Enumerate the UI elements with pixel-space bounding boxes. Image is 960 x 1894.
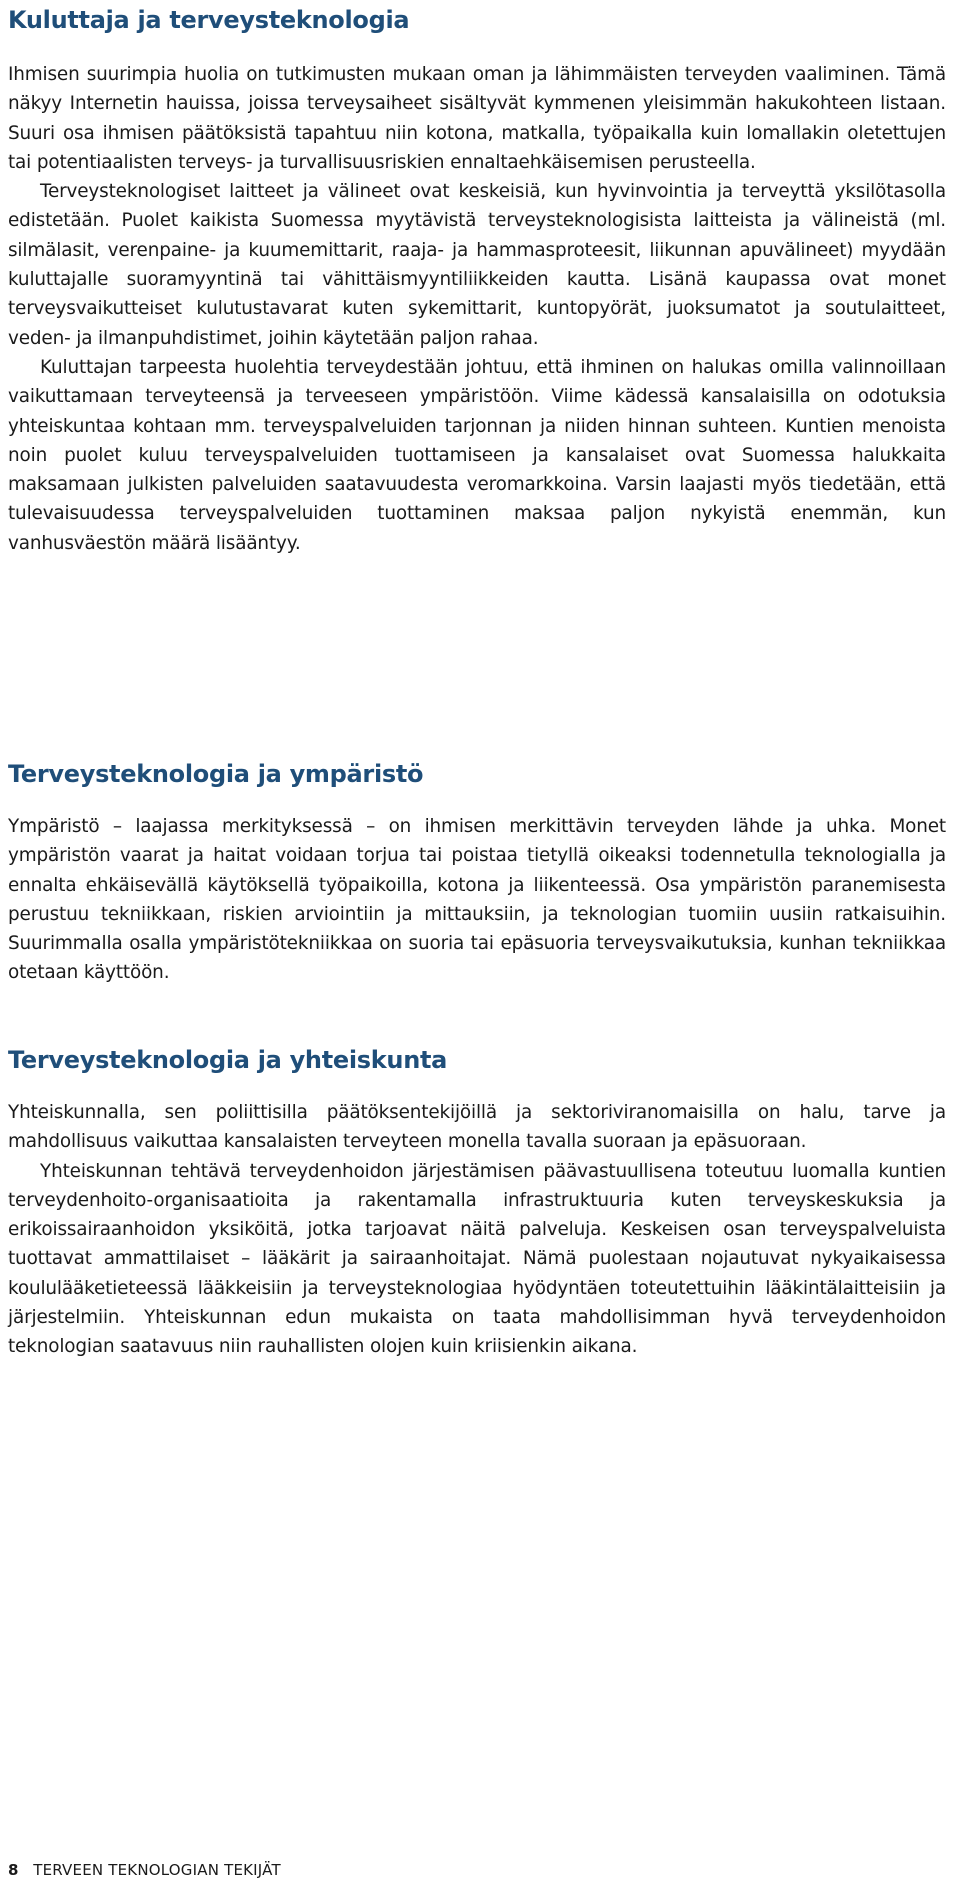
section-heading-ymparisto: Terveysteknologia ja ympäristö: [8, 760, 424, 788]
paragraph: Yhteiskunnan tehtävä terveydenhoidon järjestämisen päävastuullisena toteutuu luomalla kuntien terveydenhoito-organisaatioita ja rakentamalla infrastruktuuria kuten terveyskeskuksia ja erikoissairaanhoidon yksiköitä, jotka tarjoavat näitä palveluja. Keskeisen osan terveyspalveluista tuottavat ammattilaiset – lääkärit ja sairaanhoitajat. Nämä puolestaan nojautuvat nykyaikaisessa koululääketieteessä lääkkeisiin ja terveysteknologiaa hyödyntäen toteutettuihin lääkintälaitteisiin ja järjestelmiin. Yhteiskunnan edun mukaista on taata mahdollisimman hyvä terveydenhoidon teknologian saatavuus niin rauhallisten olojen kuin kriisienkin aikana.: [8, 1160, 946, 1358]
section-heading-yhteiskunta: Terveysteknologia ja yhteiskunta: [8, 1046, 448, 1074]
paragraph: Terveysteknologiset laitteet ja välineet ovat keskeisiä, kun hyvinvointia ja terveyttä yksilötasolla edistetään. Puolet kaikista Suomessa myytävistä terveysteknologisista laitteista ja välineistä (ml. silmälasit, verenpaine- ja kuumemittarit, raaja- ja hammasproteesit, liikunnan apuvälineet) myydään kuluttajalle suoramyyntinä tai vähittäismyyntiliikkeiden kautta. Lisänä kaupassa ovat monet terveysvaikutteiset kulutustavarat kuten sykemittarit, kuntopyörät, juoksumatot ja soutulaitteet, veden- ja ilmanpuhdistimet, joihin käytetään paljon rahaa.: [8, 181, 946, 349]
section-body-yhteiskunta: [8, 1098, 946, 1362]
paragraph: Kuluttajan tarpeesta huolehtia terveydestään johtuu, että ihminen on halukas omilla valinnoillaan vaikuttamaan terveyteensä ja terveeseen ympäristöön. Viime kädessä kansalaisilla on odotuksia yhteiskuntaa kohtaan mm. terveyspalveluiden tarjonnan ja niiden hinnan suhteen. Kuntien menoista noin puolet kuluu terveyspalveluiden tuottamiseen ja kansalaiset ovat Suomessa halukkaita maksamaan julkisten palveluiden saatavuudesta veromarkkoina. Varsin laajasti myös tiedetään, että tulevaisuudessa terveyspalveluiden tuottaminen maksaa paljon nykyistä enemmän, kun vanhusväestön määrä lisääntyy.: [8, 356, 946, 554]
page-footer: [8, 1860, 281, 1880]
paragraph: Yhteiskunnalla, sen poliittisilla päätöksentekijöillä ja sektoriviranomaisilla on halu, tarve ja mahdollisuus vaikuttaa kansalaisten terveyteen monella tavalla suoraan ja epäsuoraan.: [8, 1102, 946, 1153]
paragraph: Ympäristö – laajassa merkityksessä – on ihmisen merkittävin terveyden lähde ja uhka. Monet ympäristön vaarat ja haitat voidaan torjua tai poistaa tietyllä oikeaksi todennetulla teknologialla ja ennalta ehkäisevällä käytöksellä työpaikoilla, kotona ja liikenteessä. Osa ympäristön paranemisesta perustuu tekniikkaan, riskien arviointiin ja mittauksiin, ja teknologian tuomiin uusiin ratkaisuihin. Suurimmalla osalla ympäristötekniikkaa on suoria tai epäsuoria terveysvaikutuksia, kunhan tekniikkaa otetaan käyttöön.: [8, 816, 946, 984]
page-number: 8: [8, 1861, 19, 1879]
paragraph: Ihmisen suurimpia huolia on tutkimusten mukaan oman ja lähimmäisten terveyden vaaliminen. Tämä näkyy Internetin hauissa, joissa terveysaiheet sisältyvät kymmenen yleisimmän hakukohteen listaan. Suuri osa ihmisen päätöksistä tapahtuu niin kotona, matkalla, työpaikalla kuin lomallakin oletettujen tai potentiaalisten terveys- ja turvallisuusriskien ennaltaehkäisemisen perusteella.: [8, 64, 946, 173]
section-body-ymparisto: [8, 812, 946, 988]
section-heading-kuluttaja: Kuluttaja ja terveysteknologia: [8, 6, 410, 34]
section-body-kuluttaja: [8, 60, 946, 558]
publication-title: TERVEEN TEKNOLOGIAN TEKIJÄT: [33, 1861, 281, 1879]
